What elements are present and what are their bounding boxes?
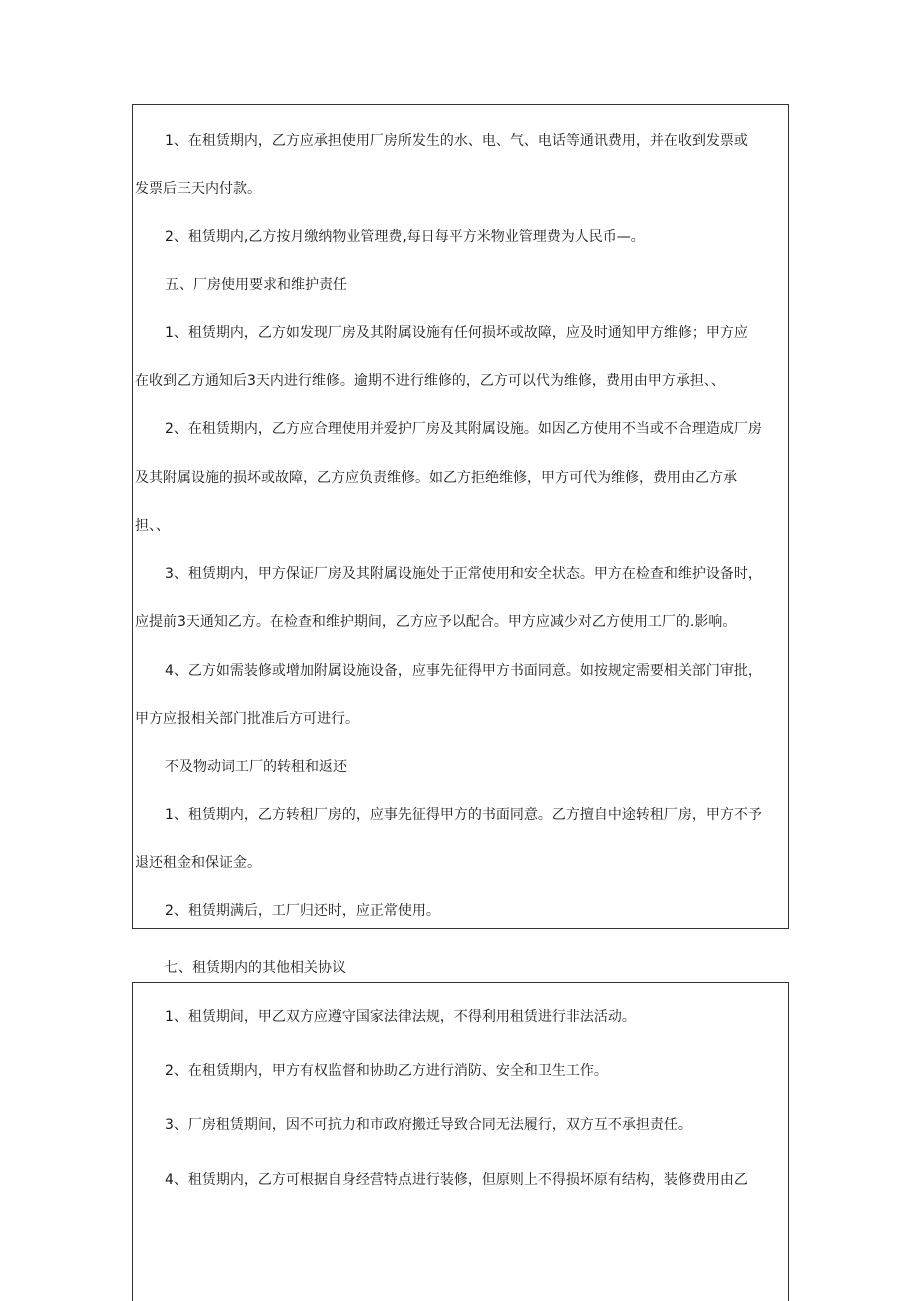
paragraph-line: 2、在租赁期内，甲方有权监督和协助乙方进行消防、安全和卫生工作。 (165, 1063, 608, 1079)
paragraph-line: 2、租赁期满后，工厂归还时，应正常使用。 (165, 903, 440, 919)
section-heading: 不及物动词工厂的转租和返还 (165, 759, 347, 775)
section-heading: 五、厂房使用要求和维护责任 (165, 277, 347, 293)
paragraph-line: 1、在租赁期内，乙方应承担使用厂房所发生的水、电、气、电话等通讯费用，并在收到发票或 (165, 133, 748, 149)
paragraph-line: 2、租赁期内,乙方按月缴纳物业管理费,每日每平方米物业管理费为人民币—。 (165, 229, 645, 245)
paragraph-line: 甲方应报相关部门批准后方可进行。 (135, 711, 359, 727)
paragraph-line: 2、在租赁期内，乙方应合理使用并爱护厂房及其附属设施。如因乙方使用不当或不合理造成厂房 (165, 421, 762, 437)
contract-text-box-2 (132, 982, 789, 1301)
paragraph-line: 应提前3天通知乙方。在检查和维护期间，乙方应予以配合。甲方应减少对乙方使用工厂的.影响。 (135, 614, 737, 630)
paragraph-line: 3、厂房租赁期间，因不可抗力和市政府搬迁导致合同无法履行，双方互不承担责任。 (165, 1117, 692, 1133)
paragraph-line: 1、租赁期间，甲乙双方应遵守国家法律法规，不得利用租赁进行非法活动。 (165, 1009, 636, 1025)
paragraph-line: 在收到乙方通知后3天内进行维修。逾期不进行维修的，乙方可以代为维修，费用由甲方承担、、 (135, 373, 725, 389)
paragraph-line: 及其附属设施的损坏或故障，乙方应负责维修。如乙方拒绝维修，甲方可代为维修，费用由乙方承 (135, 470, 737, 486)
paragraph-line: 3、租赁期内，甲方保证厂房及其附属设施处于正常使用和安全状态。甲方在检查和维护设备时， (165, 566, 762, 582)
paragraph-line: 发票后三天内付款。 (135, 181, 261, 197)
section-heading: 七、租赁期内的其他相关协议 (164, 960, 346, 976)
contract-text-box-1 (132, 104, 789, 929)
paragraph-line: 4、租赁期内，乙方可根据自身经营特点进行装修，但原则上不得损坏原有结构，装修费用由乙 (165, 1172, 748, 1188)
paragraph-line: 退还租金和保证金。 (135, 855, 261, 871)
paragraph-line: 4、乙方如需装修或增加附属设施设备，应事先征得甲方书面同意。如按规定需要相关部门审批， (165, 663, 762, 679)
paragraph-line: 1、租赁期内，乙方如发现厂房及其附属设施有任何损坏或故障，应及时通知甲方维修；甲方应 (165, 325, 748, 341)
paragraph-line: 担、、 (135, 518, 170, 534)
paragraph-line: 1、租赁期内，乙方转租厂房的，应事先征得甲方的书面同意。乙方擅自中途转租厂房，甲方不予 (165, 807, 762, 823)
